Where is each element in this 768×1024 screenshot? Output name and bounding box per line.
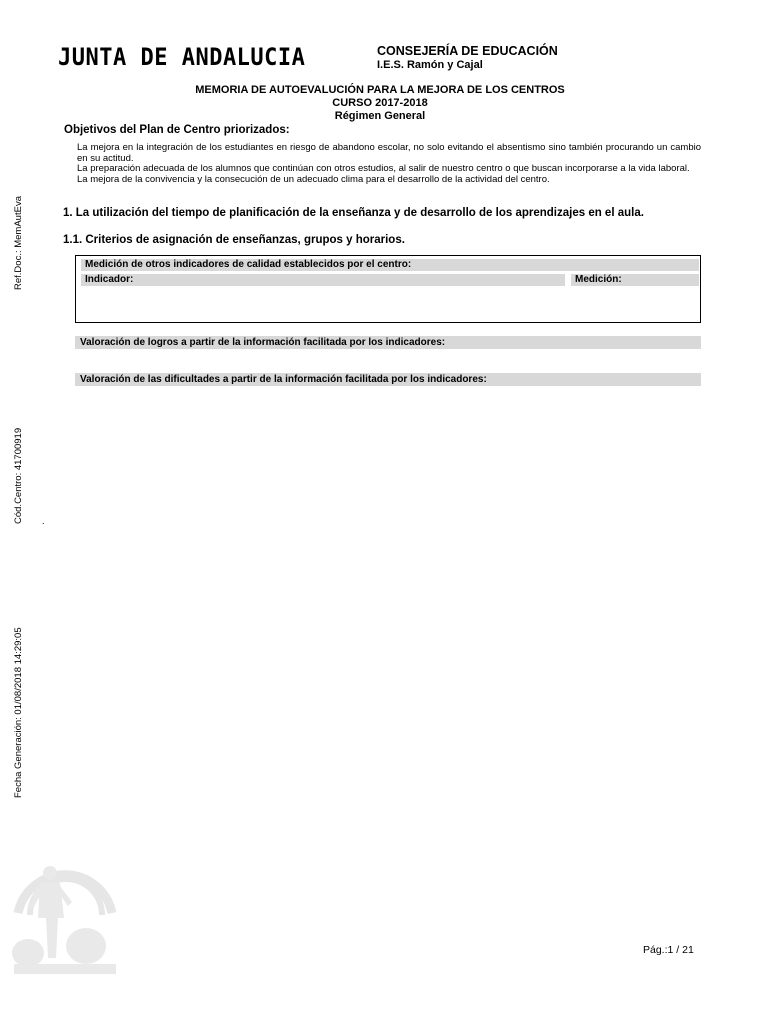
objetivos-list <box>77 143 701 185</box>
objetivo-item: La preparación adecuada de los alumnos que continúan con otros estudios, al salir de nuestro centro o que buscan incorporarse a la vida laboral. <box>77 163 690 174</box>
stray-dot: . <box>42 516 45 526</box>
document-title <box>0 84 760 123</box>
andalucia-emblem-watermark <box>10 818 120 978</box>
medicion-column-header: Medición: <box>571 274 699 286</box>
fecha-generacion-label: Fecha Generación: 01/08/2018 14:29:05 <box>13 627 24 798</box>
junta-logo: JUNTA DE ANDALUCIA <box>58 44 306 72</box>
valoracion-dificultades-bar: Valoración de las dificultades a partir de la información facilitada por los indicadores: <box>75 373 701 386</box>
indicadores-heading: Medición de otros indicadores de calidad establecidos por el centro: <box>81 259 699 271</box>
consejeria-label: CONSEJERÍA DE EDUCACIÓN <box>377 44 558 58</box>
section-1-1-title: 1.1. Criterios de asignación de enseñanzas, grupos y horarios. <box>63 234 405 246</box>
section-1-title: 1. La utilización del tiempo de planificación de la enseñanza y de desarrollo de los aprendizajes en el aula. <box>63 207 644 219</box>
objetivo-item: La mejora en la integración de los estudiantes en riesgo de abandono escolar, no solo evitando el absentismo sino también procurando un cambio en su actitud. <box>77 142 701 164</box>
objetivos-heading: Objetivos del Plan de Centro priorizados: <box>64 124 290 136</box>
valoracion-logros-bar: Valoración de logros a partir de la información facilitada por los indicadores: <box>75 336 701 349</box>
objetivo-item: La mejora de la convivencia y la consecución de un adecuado clima para el desarrollo de la actividad del centro. <box>77 173 550 185</box>
title-line-2: CURSO 2017-2018 <box>332 97 428 109</box>
cod-centro-label: Cód.Centro: 41700919 <box>13 427 24 524</box>
ref-doc-label: Ref.Doc.: MemAutEva <box>13 196 24 290</box>
page-number: Pág.:1 / 21 <box>643 944 694 956</box>
title-line-3: Régimen General <box>334 110 426 122</box>
title-line-1: MEMORIA DE AUTOEVALUCIÓN PARA LA MEJORA DE LOS CENTROS <box>195 84 565 96</box>
centro-name: I.E.S. Ramón y Cajal <box>377 59 483 71</box>
indicadores-box <box>75 255 701 323</box>
indicador-column-header: Indicador: <box>81 274 565 286</box>
